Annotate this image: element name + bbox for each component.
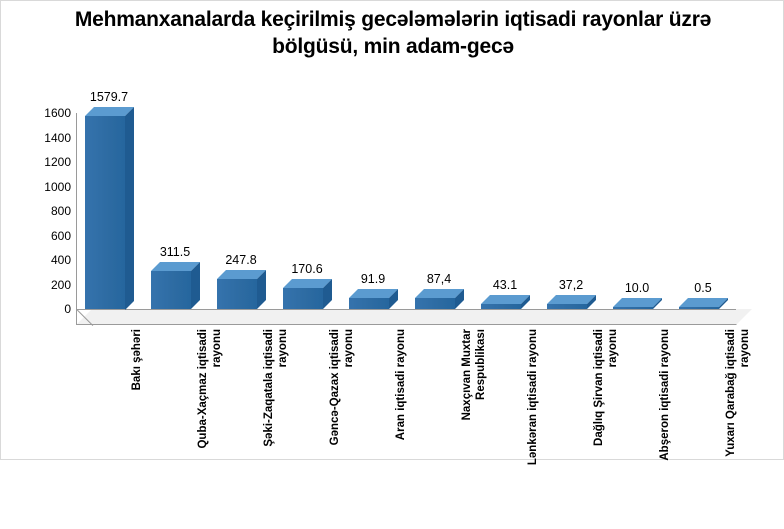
x-category-label: Dağlıq Şirvan iqtisadi rayonu	[593, 329, 619, 446]
x-category-label: Bakı şəhəri	[131, 329, 143, 391]
x-axis-category-labels	[76, 329, 756, 529]
bar-value-label: 0.5	[694, 281, 712, 295]
bar-front-face	[415, 298, 455, 309]
bar-value-label: 91.9	[360, 271, 386, 286]
y-tick-label: 1400	[44, 130, 71, 145]
bar-front-face	[151, 271, 191, 309]
x-category-label: Naxçıvan Muxtar Respublikası	[461, 329, 487, 421]
axis-depth-line	[76, 309, 92, 325]
y-tick-label: 0	[64, 302, 71, 316]
bar-value-label: 1579.7	[89, 89, 129, 104]
bar-side-face	[191, 262, 200, 309]
x-category-label: Yuxarı Qarabağ iqtisadi rayonu	[725, 329, 751, 457]
y-tick-label: 200	[50, 277, 71, 292]
x-category-label: Gəncə-Qazax iqtisadi rayonu	[329, 329, 355, 446]
x-category-label: Şəki-Zaqatala iqtisadi rayonu	[263, 329, 289, 447]
bar-front-face	[613, 307, 653, 309]
bar-front-face	[283, 288, 323, 309]
plot-area	[31, 89, 756, 466]
bar[interactable]	[415, 272, 463, 309]
y-axis-tick-labels	[31, 106, 71, 316]
x-category-label: Lənkəran iqtisadi rayonu	[527, 329, 539, 466]
bar[interactable]	[349, 271, 397, 309]
bar[interactable]	[283, 262, 331, 309]
bar-value-label: 10.0	[624, 281, 650, 295]
bar[interactable]	[679, 281, 727, 309]
chart-title: Mehmanxanalarda keçirilmiş gecələmələrin iqtisadi rayonlar üzrə bölgüsü, min adam-gecə	[74, 8, 712, 58]
bar[interactable]	[613, 281, 661, 309]
bar[interactable]	[217, 252, 265, 309]
y-tick-label: 1000	[44, 179, 71, 194]
bar[interactable]	[547, 278, 595, 309]
bar-value-label: 43.1	[492, 277, 518, 292]
bar-front-face	[547, 304, 587, 309]
y-tick-label: 600	[50, 228, 71, 243]
bar-value-label: 170.6	[291, 262, 323, 277]
bar-value-label: 247.8	[225, 252, 257, 267]
bar[interactable]	[481, 277, 529, 309]
bar-front-face	[679, 307, 719, 309]
bar-front-face	[349, 298, 389, 309]
bar-front-face	[217, 279, 257, 309]
x-category-label: Quba-Xaçmaz iqtisadi rayonu	[197, 329, 223, 449]
y-tick-label: 800	[50, 204, 71, 218]
bar-front-face	[85, 116, 125, 310]
y-tick-label: 400	[50, 253, 71, 267]
bar[interactable]	[85, 89, 133, 310]
x-category-label: Abşeron iqtisadi rayonu	[659, 329, 671, 461]
bar-side-face	[125, 107, 134, 310]
bar-value-label: 311.5	[159, 244, 191, 259]
bar-value-label: 87,4	[426, 272, 452, 287]
bar[interactable]	[151, 244, 199, 309]
y-tick-label: 1600	[44, 106, 71, 120]
bar-series	[76, 89, 736, 309]
bar-front-face	[481, 304, 521, 309]
x-axis-line	[76, 309, 736, 310]
y-tick-label: 1200	[44, 155, 71, 169]
chart-floor	[76, 309, 752, 325]
x-category-label: Aran iqtisadi rayonu	[395, 329, 407, 441]
bar-value-label: 37,2	[558, 278, 584, 293]
